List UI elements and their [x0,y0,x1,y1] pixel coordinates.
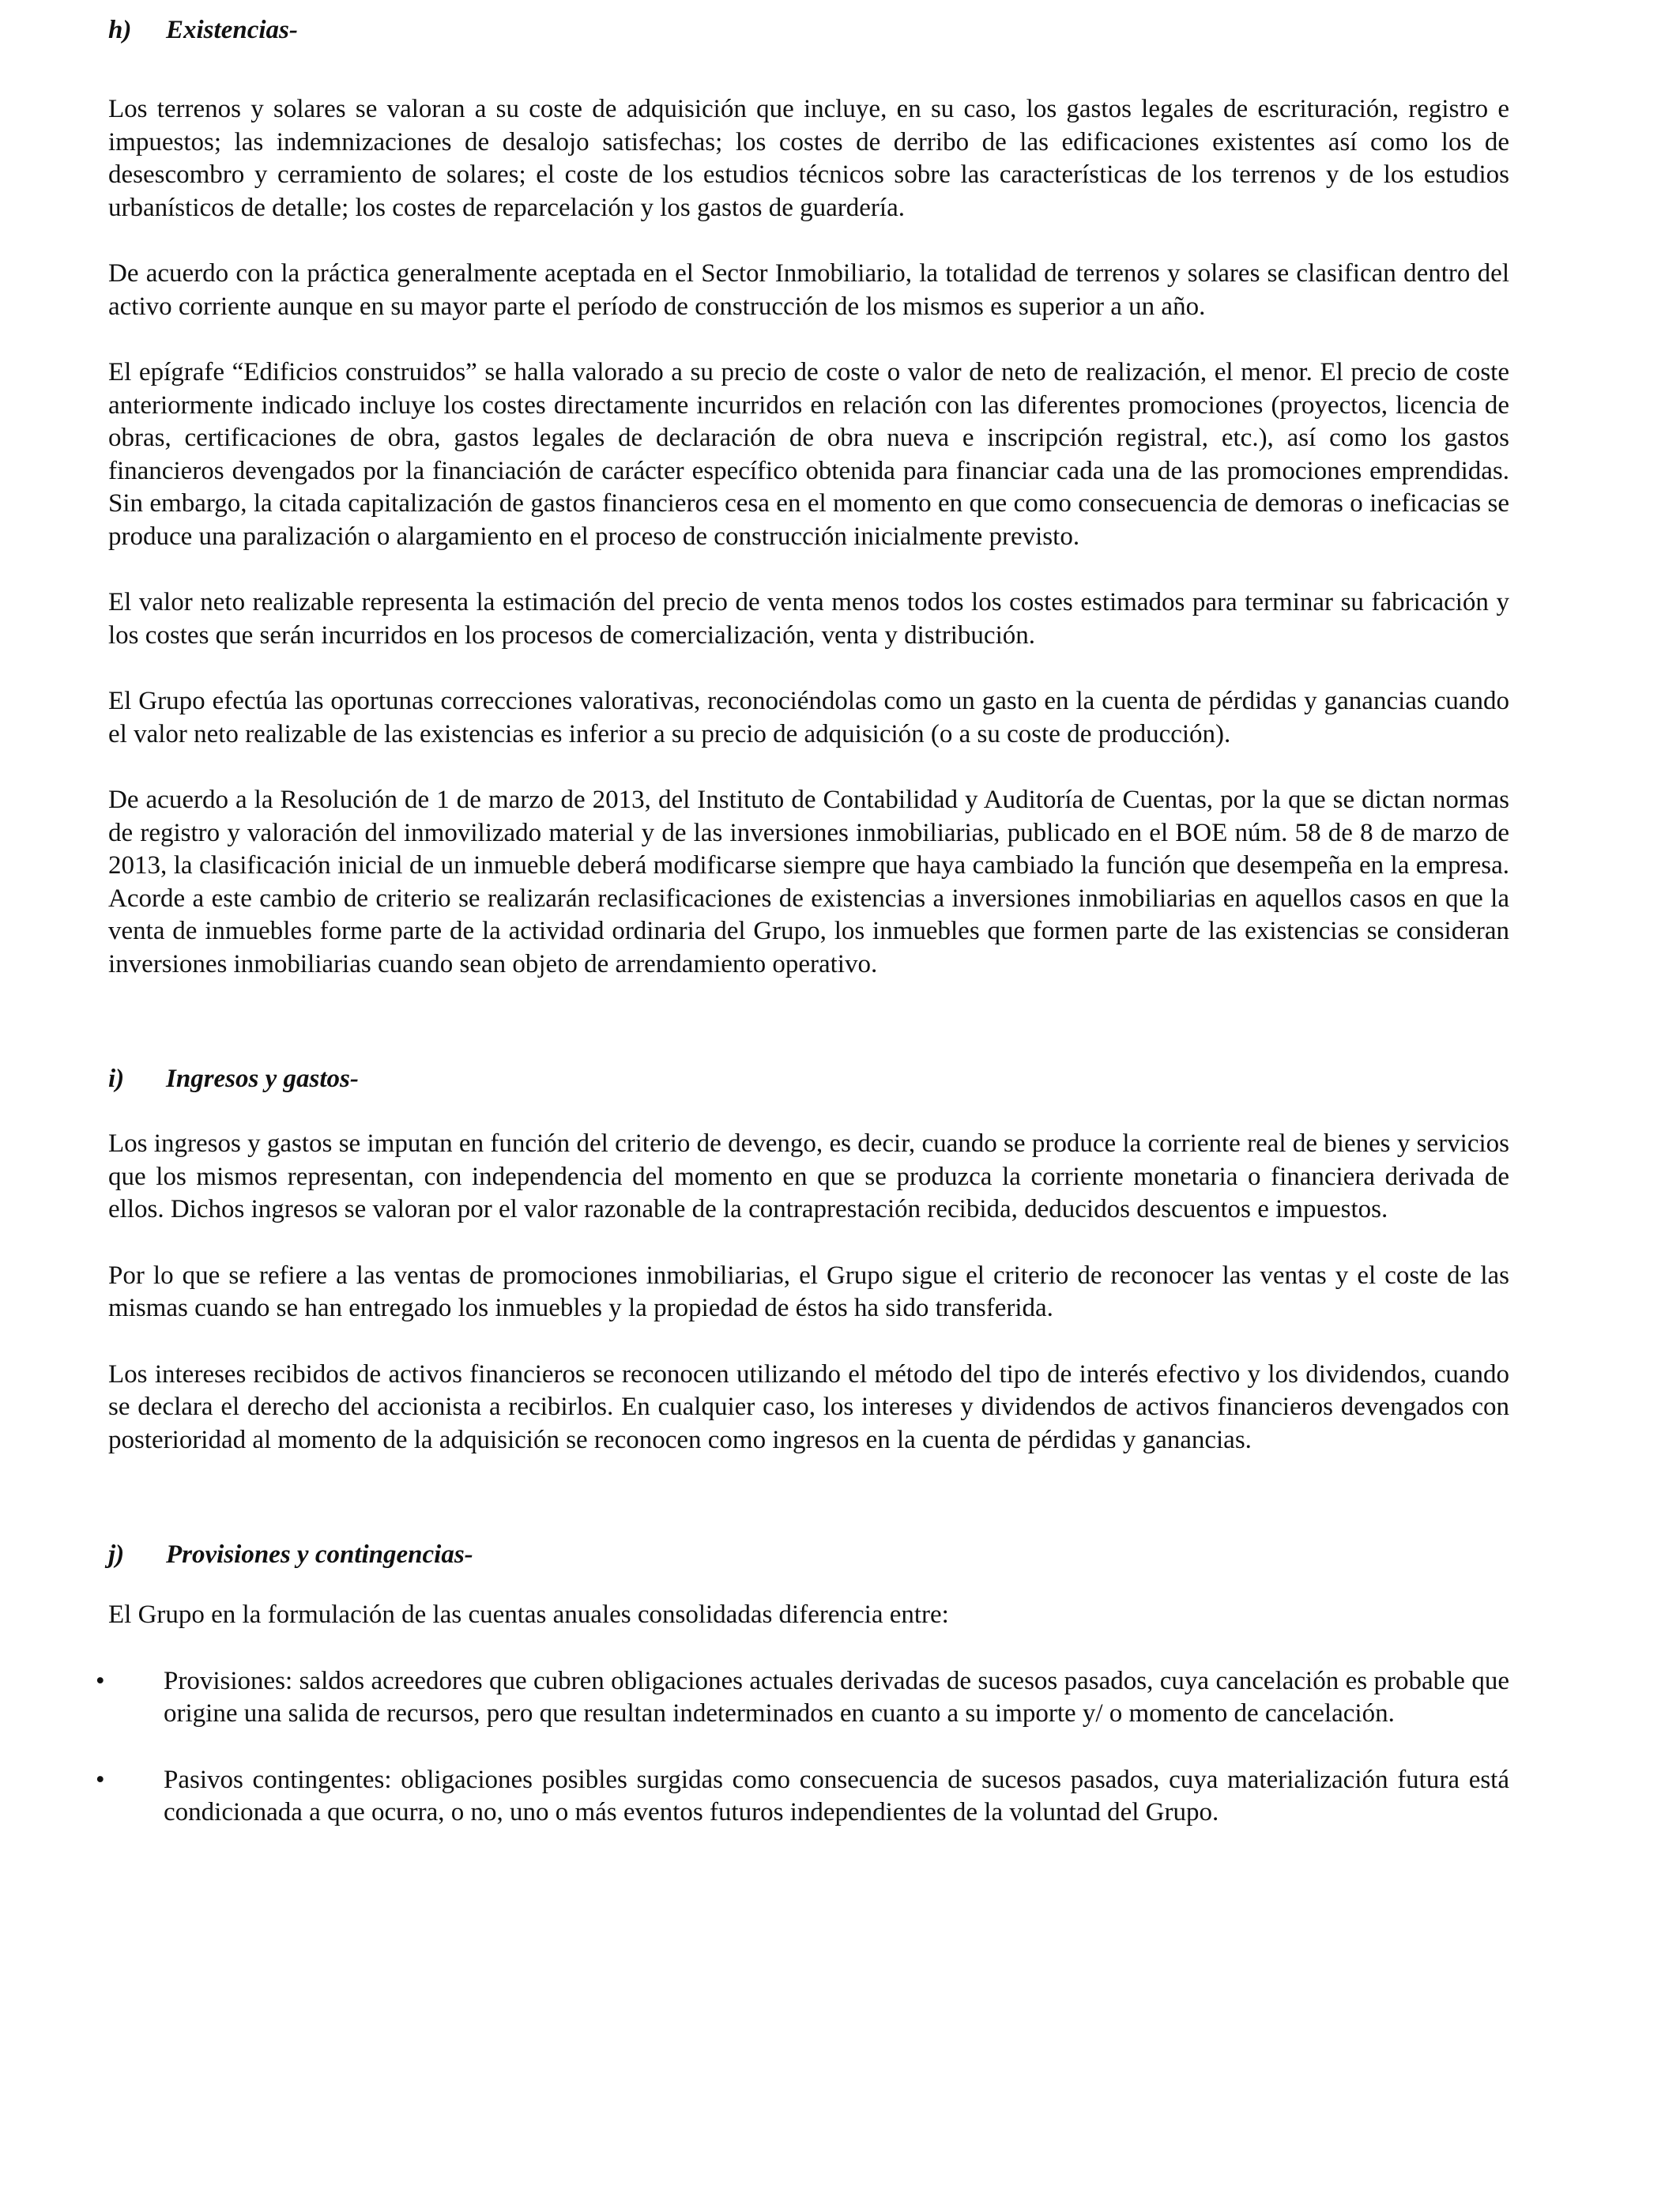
section-title: Existencias- [166,16,298,44]
paragraph: El Grupo en la formulación de las cuentas anuales consolidadas diferencia entre: [108,1600,949,1629]
paragraph: Los terrenos y solares se valoran a su coste de adquisición que incluye, en su caso, los gastos legales de escrituración, registro e impuestos; las indemnizaciones de desalojo satisfechas; los costes de derribo de las edificaciones existentes así como los de desescombro y cerramiento de solares; el coste de los estudios técnicos sobre las características de los terrenos y de los estudios urbanísticos de detalle; los costes de reparcelación y los gastos de guardería. [108,95,1509,222]
section-letter: i) [108,1065,125,1093]
section-heading-existencias [108,14,1509,46]
paragraph: El epígrafe “Edificios construidos” se halla valorado a su precio de coste o valor de neto de realización, el menor. El precio de coste anteriormente indicado incluye los costes directamente incurridos en relación con las diferentes promociones (proyectos, licencia de obras, certificaciones de obra, gastos legales de declaración de obra nueva e inscripción registral, etc.), así como los gastos financieros devengados por la financiación de carácter específico obtenida para financiar cada una de las promociones emprendidas. Sin embargo, la citada capitalización de gastos financieros cesa en el momento en que como consecuencia de demoras o ineficacias se produce una paralización o alargamiento en el proceso de construcción inicialmente previsto. [108,358,1509,551]
bullet-icon: • [96,1666,105,1695]
list-item [96,1665,1509,1731]
paragraph: De acuerdo con la práctica generalmente aceptada en el Sector Inmobiliario, la totalidad de terrenos y solares se clasifican dentro del activo corriente aunque en su mayor parte el período de construcción de los mismos es superior a un año. [108,259,1509,321]
section-title: Ingresos y gastos- [166,1065,359,1093]
list-item [96,1764,1509,1830]
paragraph: El Grupo efectúa las oportunas correcciones valorativas, reconociéndolas como un gasto en la cuenta de pérdidas y ganancias cuando el valor neto realizable de las existencias es inferior a su precio de adquisición (o a su coste de producción). [108,687,1509,748]
section-title: Provisiones y contingencias- [166,1540,473,1569]
section-letter: h) [108,16,132,44]
list-item-text: Pasivos contingentes: obligaciones posibles surgidas como consecuencia de sucesos pasados, cuya materialización futura está condicionada a que ocurra, o no, uno o más eventos futuros independientes de la voluntad del Grupo. [164,1765,1509,1826]
paragraph: Los ingresos y gastos se imputan en función del criterio de devengo, es decir, cuando se produce la corriente real de bienes y servicios que los mismos representan, con independencia del momento en que se produzca la corriente monetaria o financiera derivada de ellos. Dichos ingresos se valoran por el valor razonable de la contraprestación recibida, deducidos descuentos e impuestos. [108,1129,1509,1223]
paragraph: El valor neto realizable representa la estimación del precio de venta menos todos los costes estimados para terminar su fabricación y los costes que serán incurridos en los procesos de comercialización, venta y distribución. [108,588,1509,650]
bullet-icon: • [96,1765,105,1794]
document-page [96,0,1509,1830]
paragraph: De acuerdo a la Resolución de 1 de marzo de 2013, del Instituto de Contabilidad y Auditoría de Cuentas, por la que se dictan normas de registro y valoración del inmovilizado material y de las inversiones inmobiliarias, publicado en el BOE núm. 58 de 8 de marzo de 2013, la clasificación inicial de un inmueble deberá modificarse siempre que haya cambiado la función que desempeña en la empresa. Acorde a este cambio de criterio se realizarán reclasificaciones de existencias a inversiones inmobiliarias en aquellos casos en que la venta de inmuebles forme parte de la actividad ordinaria del Grupo, los inmuebles que formen parte de las existencias se consideran inversiones inmobiliarias cuando sean objeto de arrendamiento operativo. [108,786,1509,978]
list-item-text: Provisiones: saldos acreedores que cubren obligaciones actuales derivadas de sucesos pasados, cuya cancelación es probable que origine una salida de recursos, pero que resultan indeterminados en cuanto a su importe y/ o momento de cancelación. [164,1666,1509,1728]
section-letter: j) [108,1540,125,1569]
paragraph: Los intereses recibidos de activos financieros se reconocen utilizando el método del tipo de interés efectivo y los dividendos, cuando se declara el derecho del accionista a recibirlos. En cualquier caso, los intereses y dividendos de activos financieros devengados con posterioridad al momento de la adquisición se reconocen como ingresos en la cuenta de pérdidas y ganancias. [108,1359,1509,1454]
section-heading-ingresos-gastos [108,1063,1509,1095]
section-heading-provisiones [108,1539,1509,1570]
paragraph: Por lo que se refiere a las ventas de promociones inmobiliarias, el Grupo sigue el criterio de reconocer las ventas y el coste de las mismas cuando se han entregado los inmuebles y la propiedad de éstos ha sido transferida. [108,1261,1509,1322]
